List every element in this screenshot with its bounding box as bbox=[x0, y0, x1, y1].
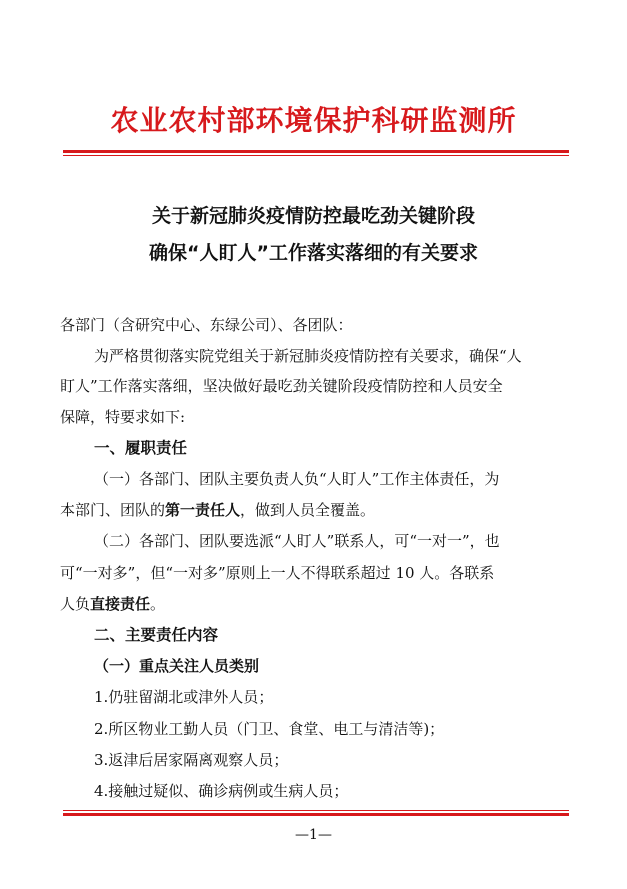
list-item-1: 1.仍驻留湖北或津外人员； bbox=[94, 688, 274, 706]
document-title-line-2: 确保“人盯人”工作落实落细的有关要求 bbox=[149, 242, 478, 264]
first-responsible-person-emphasis: 第一责任人 bbox=[165, 501, 241, 519]
subsection-heading-1: （一）重点关注人员类别 bbox=[94, 657, 260, 675]
paragraph-1-line-1: （一）各部门、团队主要负责人负“人盯人”工作主体责任，为 bbox=[94, 470, 500, 488]
document-title-line-1: 关于新冠肺炎疫情防控最吃劲关键阶段 bbox=[151, 205, 475, 227]
footer-rule-thin bbox=[63, 810, 569, 811]
section-heading-2: 二、主要责任内容 bbox=[94, 626, 219, 644]
footer-rule-thick bbox=[63, 813, 569, 816]
section-heading-1: 一、履职责任 bbox=[94, 439, 188, 457]
header-rule-thin bbox=[63, 155, 569, 156]
intro-line-3: 保障，特要求如下: bbox=[60, 408, 186, 426]
paragraph-2-text-a: 人负 bbox=[60, 595, 91, 613]
page-number: —1— bbox=[295, 827, 332, 843]
header-rule-thick bbox=[63, 150, 569, 153]
paragraph-2-text-c: 。 bbox=[150, 595, 166, 613]
list-item-2: 2.所区物业工勤人员（门卫、食堂、电工与清洁等)； bbox=[94, 720, 445, 738]
paragraph-1-text-c: ，做到人员全覆盖。 bbox=[240, 501, 376, 519]
intro-line-2: 盯人”工作落实落细，坚决做好最吃劲关键阶段疫情防控和人员安全 bbox=[60, 377, 503, 395]
paragraph-2-line-2: 可“一对多”，但“一对多”原则上一人不得联系超过 10 人。各联系 bbox=[60, 564, 495, 582]
salutation: 各部门（含研究中心、东绿公司）、各团队： bbox=[60, 316, 353, 334]
list-item-4: 4.接触过疑似、确诊病例或生病人员； bbox=[94, 782, 349, 800]
intro-line-1: 为严格贯彻落实院党组关于新冠肺炎疫情防控有关要求，确保“人 bbox=[94, 347, 522, 365]
paragraph-1-text-a: 本部门、团队的 bbox=[60, 501, 166, 519]
organization-header: 农业农村部环境保护科研监测所 bbox=[110, 104, 517, 137]
list-item-3: 3.返津后居家隔离观察人员； bbox=[94, 751, 289, 769]
direct-responsibility-emphasis: 直接责任 bbox=[90, 595, 151, 613]
paragraph-2-line-1: （二）各部门、团队要选派“人盯人”联系人，可“一对一”，也 bbox=[94, 532, 500, 550]
paragraph-1-line-2 bbox=[60, 499, 375, 521]
paragraph-2-line-3 bbox=[60, 593, 165, 615]
